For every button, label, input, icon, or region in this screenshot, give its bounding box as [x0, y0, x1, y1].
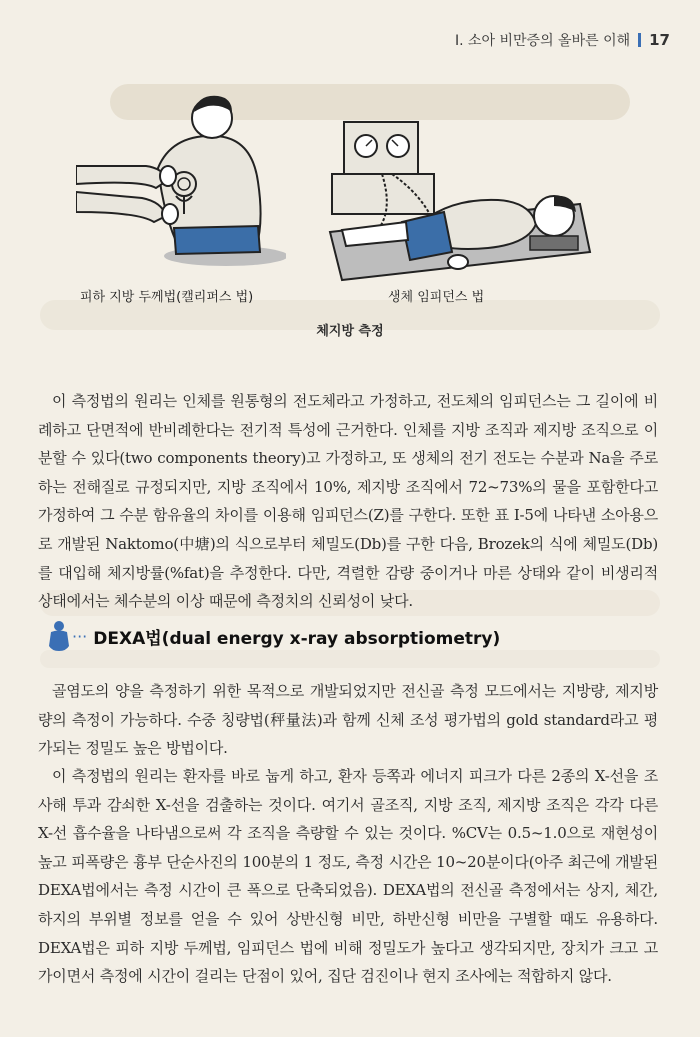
child-figure-icon	[48, 620, 70, 652]
chapter-title: I. 소아 비만증의 올바른 이해	[454, 33, 631, 49]
page-number: 17	[649, 31, 670, 49]
header-divider	[638, 33, 641, 47]
skinfold-caliper-illustration	[76, 88, 286, 273]
section-heading	[48, 620, 500, 652]
section-title: DEXA법(dual energy x-ray absorptiometry)	[93, 628, 501, 649]
bioimpedance-illustration	[322, 112, 594, 282]
left-figure-caption: 피하 지방 두께법(캘리퍼스 법)	[80, 290, 254, 305]
paragraph-dexa-intro: 골염도의 양을 측정하기 위한 목적으로 개발되었지만 전신골 측정 모드에서는 지방량, 제지방량의 측정이 가능하다. 수중 칭량법(秤量法)과 함께 신체 조성 평가법의 gold standard라고 평가되는 정밀도 높은 방법이다.	[38, 682, 658, 758]
paragraph-bioimpedance: 이 측정법의 원리는 인체를 원통형의 전도체라고 가정하고, 전도체의 임피던스는 그 길이에 비례하고 단면적에 반비례한다는 전기적 특성에 근거한다. 인체를 지방 조직과 제지방 조직으로 이분할 수 있다(two components theory)고 가정하고, 또 생체의 전기 전도는 수분과 Na을 주로 하는 전해질로 규정되지만, 지방 조직에서 10%, 제지방 조직에서 72~73%의 물을 포함한다고 가정하여 그 수분 함유율의 차이를 이용해 임피던스(Z)를 구한다. 또한 표 I-5에 나타낸 소아용으로 개발된 Naktomo(中塘)의 식으로부터 체밀도(Db)를 구한 다음, Brozek의 식에 체밀도(Db)를 대입해 체지방률(%fat)을 추정한다. 다만, 격렬한 감량 중이거나 마른 상태와 같이 비생리적 상태에서는 체수분의 이상 때문에 측정치의 신뢰성이 낮다.	[38, 392, 658, 611]
running-header	[455, 30, 670, 50]
right-figure-caption: 생체 임피던스 법	[388, 290, 485, 305]
leader-dots: ···	[72, 626, 88, 646]
paragraph-dexa-principle: 이 측정법의 원리는 환자를 바로 눕게 하고, 환자 등쪽과 에너지 피크가 다른 2종의 X-선을 조사해 투과 감쇠한 X-선을 검출하는 것이다. 여기서 골조직, 지방 조직, 제지방 조직은 각각 다른 X-선 흡수율을 나타냄으로써 각 조직을 측량할 수 있는 것이다. %CV는 0.5~1.0으로 재현성이 높고 피폭량은 흉부 단순사진의 100분의 1 정도, 측정 시간은 10~20분이다(아주 최근에 개발된 DEXA법에서는 측정 시간이 큰 폭으로 단축되었음). DEXA법의 전신골 측정에서는 상지, 체간, 하지의 부위별 정보를 얻을 수 있어 상반신형 비만, 하반신형 비만을 구별할 때도 유용하다. DEXA법은 피하 지방 두께법, 임피던스 법에 비해 정밀도가 높다고 생각되지만, 장치가 크고 고가이면서 측정에 시간이 걸리는 단점이 있어, 집단 검진이나 현지 조사에는 적합하지 않다.	[38, 767, 658, 986]
figure-title: 체지방 측정	[316, 324, 384, 339]
bleed-through-banner	[40, 650, 660, 668]
